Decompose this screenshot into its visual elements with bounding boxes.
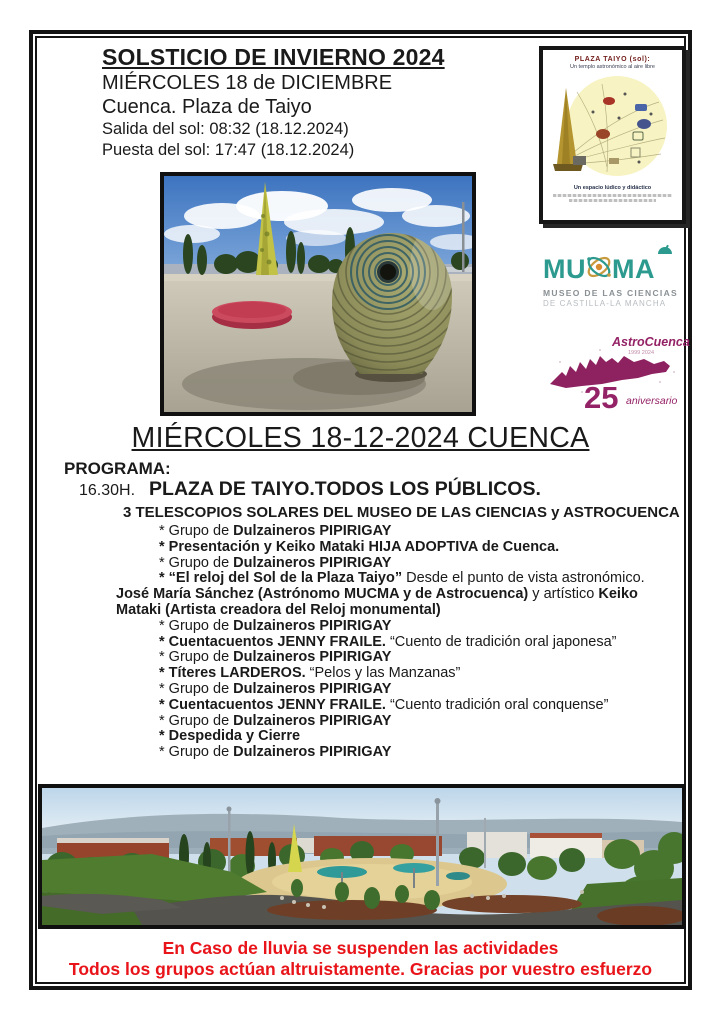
event-location: Cuenca. Plaza de Taiyo [102,96,312,118]
mucma-subtitle-2: DE CASTILLA-LA MANCHA [543,299,667,308]
mini-poster-title: PLAZA TAIYO (sol): [574,56,651,63]
program-item: * Grupo de Dulzaineros PIPIRIGAY [159,680,392,697]
page-title: SOLSTICIO DE INVIERNO 2024 [102,44,445,70]
park-panorama-photo [38,784,686,929]
program-item: * Cuentacuentos JENNY FRAILE. “Cuento de tradición oral japonesa” [159,633,617,650]
program-item: * Despedida y Cierre [159,728,301,745]
astrocuenca-logo [542,332,694,418]
mini-poster-fineprint [553,194,673,197]
mucma-subtitle-1: MUSEO DE LAS CIENCIAS [543,288,678,298]
program-item: * Cuentacuentos JENNY FRAILE. “Cuento tradición oral conquense” [159,696,609,713]
astrocuenca-anniversary: aniversario [626,395,678,407]
program-item: * Grupo de Dulzaineros PIPIRIGAY [159,617,392,634]
thanks-notice: Todos los grupos actúan altruistamente. Gracias por vuestro esfuerzo [68,959,653,979]
page-content [35,36,690,984]
mini-poster-fineprint [569,199,655,202]
astrocuenca-years: 1999 2024 [628,350,654,356]
atom-icon [585,249,613,283]
mini-poster-caption: Un espacio lúdico y didáctico [573,185,652,191]
mini-poster-diagram [547,72,678,184]
program-items [64,524,682,761]
program-item: * Grupo de Dulzaineros PIPIRIGAY [159,712,392,729]
program-item: * Presentación y Keiko Mataki HIJA ADOPTIVA de Cuenca. [159,538,560,555]
program-block [64,478,682,761]
mini-poster-subtitle: Un templo astronómico al aire libre [570,64,655,70]
program-item: * Grupo de Dulzaineros PIPIRIGAY [159,523,392,539]
header-block [102,44,532,161]
programa-label: PROGRAMA: [64,459,171,478]
sunrise-info: Salida del sol: 08:32 (18.12.2024) [102,120,349,138]
sunset-info: Puesta del sol: 17:47 (18.12.2024) [102,141,355,159]
program-time: 16.30H. [79,482,136,499]
program-item: * Grupo de Dulzaineros PIPIRIGAY [159,649,392,666]
program-item: * Grupo de Dulzaineros PIPIRIGAY [159,554,392,571]
rain-notice: En Caso de lluvia se suspenden las actividades [162,938,559,958]
observatory-dome-icon [657,244,673,255]
astrocuenca-name: AstroCuenca [612,335,690,349]
event-date: MIÉRCOLES 18 de DICIEMBRE [102,72,393,94]
program-item: * “El reloj del Sol de la Plaza Taiyo” Desde el punto de vista astronómico. [159,570,645,587]
mucma-logo [543,248,685,308]
program-item: * Grupo de Dulzaineros PIPIRIGAY [159,744,392,761]
program-item: * Títeres LARDEROS. “Pelos y las Manzanas” [159,665,461,682]
program-item: José María Sánchez (Astrónomo MUCMA y de Astrocuenca) y artístico Keiko Mataki (Artista creadora del Reloj monumental) [116,586,638,618]
section-heading: MIÉRCOLES 18-12-2024 CUENCA [131,422,590,454]
astrocuenca-number: 25 [584,380,619,415]
plaza-taiyo-mini-poster [539,46,686,224]
program-title: PLAZA DE TAIYO.TODOS LOS PÚBLICOS. [149,478,541,500]
plaza-photo [160,172,476,416]
program-headline [64,478,682,504]
mucma-name-left: MU [543,254,586,284]
program-subheadline: 3 TELESCOPIOS SOLARES DEL MUSEO DE LAS CIENCIAS y ASTROCUENCA [123,504,680,521]
mucma-name-right: MA [612,254,655,284]
page-border [29,30,692,990]
